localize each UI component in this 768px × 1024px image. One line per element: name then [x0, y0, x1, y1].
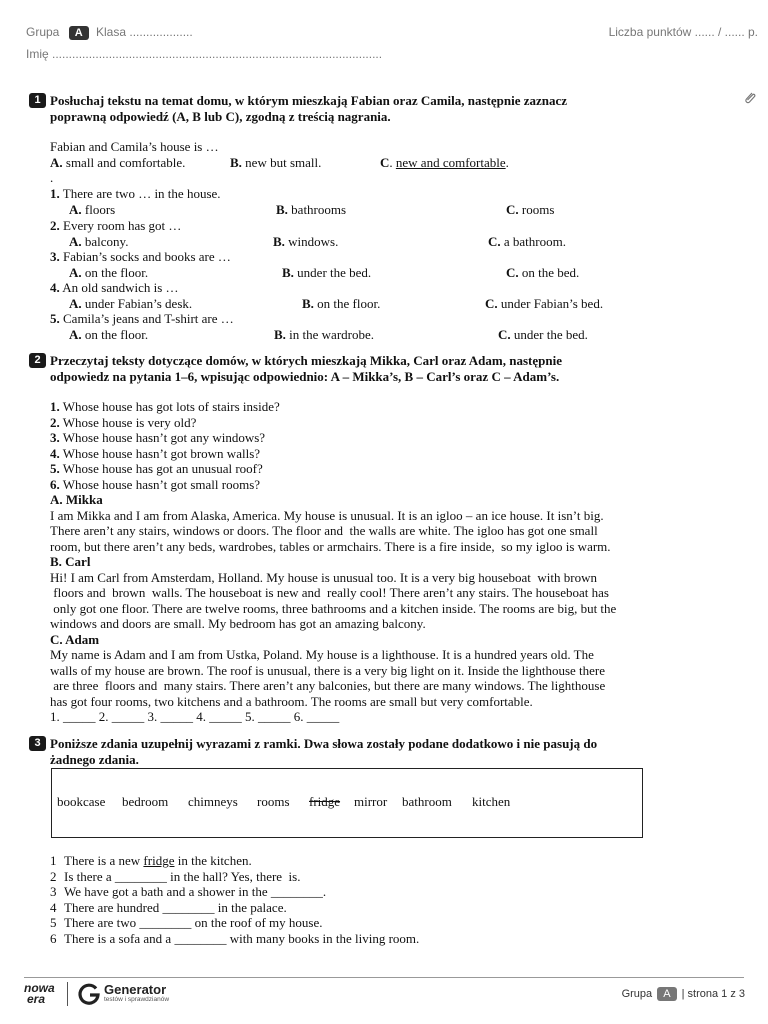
- reading-line: I am Mikka and I am from Alaska, America. My house is unusual. It is an igloo – an ice house. It isn’t big.: [50, 507, 604, 523]
- question-text: Whose house has got an unusual roof?: [59, 461, 263, 476]
- option-letter: C.: [498, 327, 511, 342]
- footer-page-number: | strona 1 z 3: [681, 988, 745, 1000]
- question-number: 4.: [50, 280, 60, 295]
- task3-sentence[interactable]: [64, 853, 252, 869]
- question-number: 2.: [50, 218, 60, 233]
- group-label: Grupa: [26, 25, 60, 39]
- task3-sentence[interactable]: [64, 900, 287, 916]
- option-text: under Fabian’s desk.: [81, 296, 193, 311]
- word-box-word: mirror: [354, 794, 388, 809]
- sentence-text: There is a sofa and a ________ with many books in the living room.: [64, 930, 420, 946]
- task1-dot: .: [50, 170, 54, 185]
- task2-number: 2: [29, 353, 46, 368]
- reading-line: room, but there aren’t any beds, wardrobes, tables or armchairs. There is a fire inside, so my igloo is warm.: [50, 538, 611, 554]
- option-letter: A.: [69, 202, 82, 217]
- task2-question: [50, 430, 265, 446]
- task1-option-c[interactable]: [506, 202, 554, 218]
- question-text: Camila’s jeans and T-shirt are …: [59, 311, 234, 326]
- option-text: windows.: [284, 234, 339, 249]
- footer-divider: [24, 977, 744, 978]
- question-text: Whose house is very old?: [59, 414, 197, 430]
- task1-question: [50, 280, 179, 296]
- footer-page-info: [622, 987, 745, 1001]
- task2-question: [50, 477, 260, 493]
- task1-example-option-a: A. small and comfortable.: [50, 155, 186, 170]
- option-text: bathrooms: [287, 202, 347, 217]
- option-letter: C.: [506, 202, 519, 217]
- option-letter: C.: [485, 296, 498, 311]
- task2-title-line1: Przeczytaj teksty dotyczące domów, w których mieszkają Mikka, Carl oraz Adam, następnie: [50, 353, 562, 368]
- task1-option-c[interactable]: [488, 234, 566, 250]
- question-text: There are two … in the house.: [59, 186, 221, 201]
- generator-g-icon: [77, 982, 101, 1006]
- option-text: in the wardrobe.: [285, 327, 375, 342]
- task1-option-c[interactable]: [506, 265, 579, 281]
- sentence-text: Is there a ________ in the hall? Yes, there is.: [64, 868, 301, 884]
- generator-sub: testów i sprawdzianów: [104, 996, 170, 1003]
- option-letter: A.: [69, 296, 82, 311]
- logo-separator: [67, 982, 68, 1006]
- reading-line: My name is Adam and I am from Ustka, Poland. My house is a lighthouse. It is a hundred years old. The: [50, 647, 594, 662]
- task1-option-a[interactable]: [69, 202, 115, 218]
- task1-question: [50, 249, 231, 265]
- question-number: 2.: [50, 414, 60, 430]
- task1-option-b[interactable]: [302, 296, 380, 312]
- reading-line: Hi! I am Carl from Amsterdam, Holland. My house is unusual too. It is a very big houseboat with brown: [50, 569, 598, 585]
- task1-option-b[interactable]: [273, 234, 338, 250]
- task1-option-a[interactable]: [69, 265, 148, 281]
- task3-sentence[interactable]: [64, 915, 323, 931]
- group-badge: A: [69, 26, 89, 40]
- reading-heading: C. Adam: [50, 631, 100, 647]
- word-box-word: bookcase: [57, 794, 106, 809]
- task1-number: 1: [29, 93, 46, 108]
- option-letter: B.: [274, 327, 286, 342]
- task2-question: [50, 446, 260, 462]
- reading-line: are three floors and many stairs. There aren’t any balconies, but there are many windows. The lighthouse: [50, 678, 606, 693]
- sentence-text: We have got a bath and a shower in the ________.: [64, 884, 327, 899]
- footer-group-badge: A: [657, 987, 676, 1001]
- word-box-word: fridge: [309, 794, 341, 809]
- generator-label: Generator: [104, 982, 167, 997]
- sentence-number: 4: [50, 899, 57, 915]
- task1-title: [50, 93, 650, 124]
- task1-option-b[interactable]: [274, 327, 374, 343]
- task1-option-a[interactable]: [69, 296, 192, 312]
- task3-title-line1: Poniższe zdania uzupełnij wyrazami z ramki. Dwa słowa zostały podane dodatkowo i nie pasują do: [50, 736, 598, 751]
- task1-example-question: Fabian and Camila’s house is …: [50, 139, 219, 154]
- task1-title-line1: Posłuchaj tekstu na temat domu, w którym mieszkają Fabian oraz Camila, następnie zaznacz: [50, 93, 568, 108]
- reading-heading: A. Mikka: [50, 492, 103, 507]
- question-number: 5.: [50, 461, 60, 476]
- sentence-number: 6: [50, 930, 57, 946]
- option-letter: C.: [488, 234, 501, 249]
- sentence-number: 1: [50, 853, 57, 868]
- option-text: under Fabian’s bed.: [497, 296, 604, 311]
- word-box-word: chimneys: [188, 794, 238, 809]
- option-letter: B.: [273, 234, 285, 249]
- question-number: 3.: [50, 430, 60, 445]
- option-text: under the bed.: [510, 327, 588, 342]
- option-letter: B.: [302, 296, 314, 311]
- option-letter: A.: [69, 234, 82, 249]
- question-text: Every room has got …: [59, 218, 182, 233]
- task2-question: [50, 461, 263, 477]
- reading-line: only got one floor. There are twelve rooms, three bathrooms and a kitchen inside. The rooms are big, but the: [50, 600, 617, 616]
- points-field: Liczba punktów ...... / ...... p.: [608, 25, 758, 39]
- sentence-number: 2: [50, 868, 57, 884]
- question-number: 5.: [50, 311, 60, 326]
- sentence-text: in the kitchen.: [174, 853, 252, 868]
- option-text: balcony.: [81, 234, 129, 249]
- group-field: [26, 25, 193, 40]
- sentence-number: 3: [50, 884, 57, 899]
- task3-title-line2: żadnego zdania.: [50, 751, 139, 767]
- question-number: 4.: [50, 445, 60, 461]
- name-field: [26, 47, 382, 61]
- sentence-fill: fridge: [143, 853, 175, 868]
- option-letter: B.: [282, 265, 294, 280]
- task2-question: [50, 399, 280, 415]
- question-number: 6.: [50, 476, 60, 492]
- task1-question: [50, 218, 181, 234]
- option-text: under the bed.: [293, 265, 372, 280]
- task1-option-b[interactable]: [282, 265, 371, 281]
- task1-option-c[interactable]: [485, 296, 603, 312]
- task1-option-b[interactable]: [276, 202, 346, 218]
- reading-line: floors and brown walls. The houseboat is new and really cool! There aren’t any stairs. The houseboat has: [50, 585, 609, 600]
- option-letter: B.: [276, 202, 288, 217]
- option-text: on the bed.: [518, 265, 580, 280]
- question-text: Whose house hasn’t got small rooms?: [59, 476, 261, 492]
- sentence-text: There is a new: [64, 853, 144, 868]
- task2-answer-line[interactable]: 1. _____ 2. _____ 3. _____ 4. _____ 5. _____ 6. _____: [50, 709, 340, 724]
- task3-number: 3: [29, 736, 46, 751]
- question-text: An old sandwich is …: [59, 280, 179, 295]
- task2-title-line2: odpowiedz na pytania 1–6, wpisując odpowiednio: A – Mikka’s, B – Carl’s oraz C – Adam’s.: [50, 368, 560, 384]
- name-label: Imię: [26, 47, 49, 61]
- task1-title-line2: poprawną odpowiedź (A, B lub C), zgodną z treścią nagrania.: [50, 108, 391, 124]
- class-label: Klasa: [96, 25, 127, 39]
- option-text: rooms: [518, 202, 555, 217]
- option-text: floors: [81, 202, 116, 217]
- option-text: on the floor.: [313, 296, 381, 311]
- question-text: Whose house has got lots of stairs inside?: [59, 399, 280, 414]
- question-text: Whose house hasn’t got any windows?: [59, 430, 266, 445]
- task1-example-option-c: C. new and comfortable.: [380, 155, 509, 170]
- option-text: on the floor.: [81, 327, 149, 342]
- reading-heading: B. Carl: [50, 554, 91, 569]
- option-text: a bathroom.: [500, 234, 566, 249]
- paperclip-icon[interactable]: [743, 91, 757, 105]
- question-text: Whose house hasn’t got brown walls?: [59, 445, 261, 461]
- reading-line: has got four rooms, two kitchens and a bathroom. The rooms are small but very comfortable.: [50, 693, 533, 709]
- task3-title: [50, 736, 670, 767]
- word-box-word: bathroom: [402, 794, 452, 809]
- task3-sentence[interactable]: [64, 884, 326, 900]
- logo-era: era: [27, 992, 46, 1006]
- nowa-era-logo: [24, 983, 55, 1005]
- task2-question: [50, 415, 196, 431]
- option-letter: A.: [69, 265, 82, 280]
- name-dots: ...................................................................................................: [52, 47, 383, 61]
- task1-question: [50, 311, 234, 327]
- sentence-text: There are two ________ on the roof of my house.: [64, 915, 323, 930]
- word-box-word: bedroom: [122, 794, 169, 809]
- option-text: on the floor.: [81, 265, 149, 280]
- class-dots: ...................: [129, 25, 193, 39]
- word-box-word: kitchen: [472, 794, 511, 809]
- option-letter: A.: [69, 327, 82, 342]
- word-box-word: rooms: [257, 794, 290, 809]
- task1-option-a[interactable]: [69, 327, 148, 343]
- task1-option-a[interactable]: [69, 234, 128, 250]
- logo-nowa: nowa: [24, 981, 55, 995]
- reading-line: There aren’t any stairs, windows or doors. The floor and the walls are white. The igloo has got one small: [50, 523, 598, 538]
- question-number: 1.: [50, 399, 60, 414]
- question-text: Fabian’s socks and books are …: [59, 249, 231, 264]
- question-number: 1.: [50, 186, 60, 201]
- reading-line: windows and doors are small. My bedroom has got an amazing balcony.: [50, 616, 426, 631]
- question-number: 3.: [50, 249, 60, 264]
- word-box: [51, 768, 643, 838]
- reading-line: walls of my house are brown. The roof is unusual, there is a very big light on it. Inside the lighthouse there: [50, 662, 606, 678]
- task2-title: [50, 353, 650, 384]
- sentence-text: There are hundred ________ in the palace.: [64, 899, 287, 915]
- footer-group-label: Grupa: [621, 988, 653, 1000]
- task3-sentence[interactable]: [64, 931, 419, 947]
- task1-option-c[interactable]: [498, 327, 588, 343]
- option-letter: C.: [506, 265, 519, 280]
- sentence-number: 5: [50, 915, 57, 930]
- task1-example-option-b: B. new but small.: [230, 155, 322, 170]
- task1-question: [50, 186, 221, 202]
- task3-sentence[interactable]: [64, 869, 300, 885]
